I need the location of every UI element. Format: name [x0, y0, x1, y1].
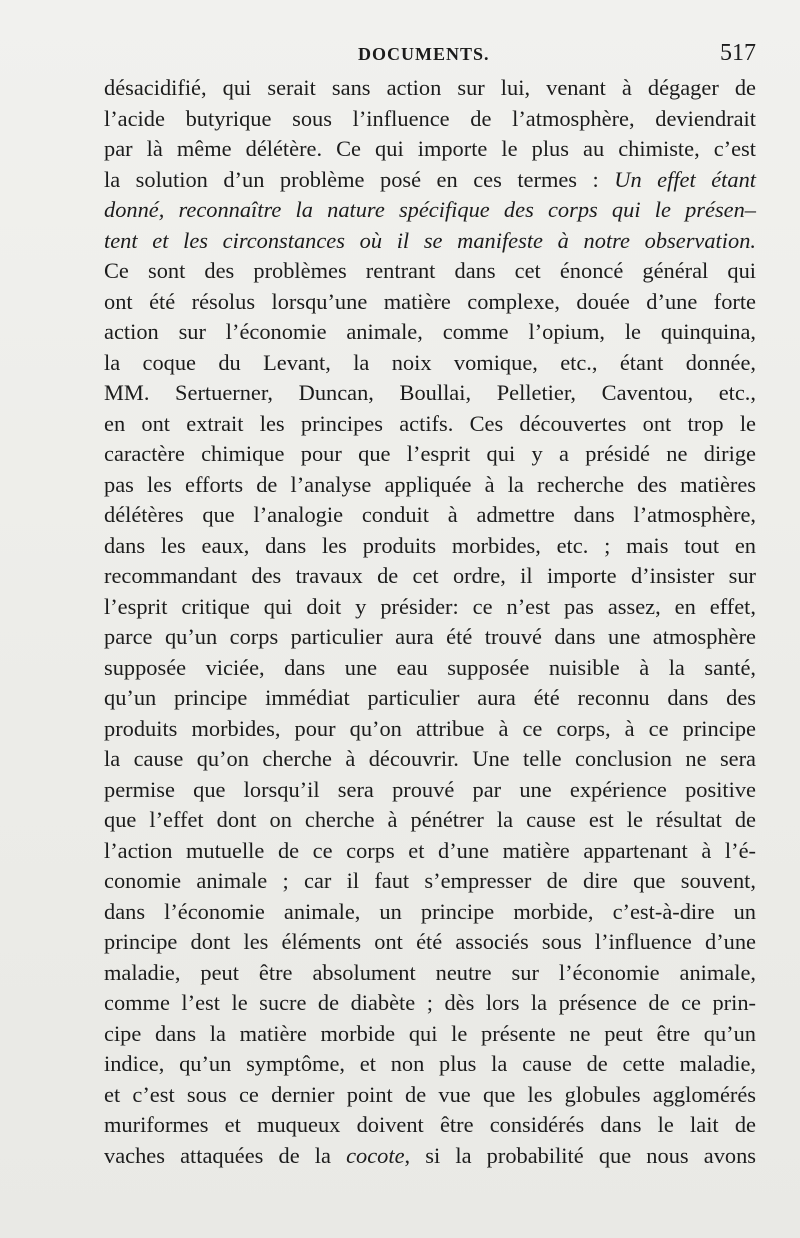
text-line: ont été résolus lorsqu’une matière complexe, douée d’une forte	[104, 288, 756, 314]
italic-word: cocote	[346, 1142, 405, 1168]
text-line: comme l’est le sucre de diabète ; dès lors la présence de ce prin-	[104, 990, 756, 1015]
text-line: conomie animale ; car il faut s’empresser de dire que souvent,	[104, 868, 756, 893]
text-line: indice, qu’un symptôme, et non plus la cause de cette maladie,	[104, 1051, 756, 1076]
text-line: et c’est sous ce dernier point de vue que les globules agglomérés	[104, 1081, 756, 1107]
text-line: recommandant des travaux de cet ordre, il importe d’insister sur	[104, 563, 756, 588]
text-line: parce qu’un corps particulier aura été trouvé dans une atmosphère	[104, 624, 756, 649]
text-line: qu’un principe immédiat particulier aura été reconnu dans des	[104, 685, 756, 710]
text-line-start: la solution d’un problème posé en ces termes :	[104, 166, 615, 192]
text-line: caractère chimique pour que l’esprit qui y a présidé ne dirige	[104, 441, 756, 466]
text-line: action sur l’économie animale, comme l’opium, le quinquina,	[104, 319, 756, 344]
text-line: par là même délétère. Ce qui importe le plus au chimiste, c’est	[104, 136, 756, 161]
italic-phrase: Un effet étant	[614, 166, 756, 192]
text-line: permise que lorsqu’il sera prouvé par une expérience positive	[104, 776, 756, 802]
text-line: Ce sont des problèmes rentrant dans cet énoncé général qui	[104, 258, 756, 283]
text-line: l’esprit critique qui doit y présider: ce n’est pas assez, en effet,	[104, 593, 756, 619]
text-line: cipe dans la matière morbide qui le présente ne peut être qu’un	[104, 1020, 756, 1046]
italic-phrase: donné, reconnaître la nature spécifique des corps qui le présen–	[104, 197, 756, 222]
text-line-start: vaches attaquées de la	[104, 1142, 347, 1168]
text-line	[104, 165, 756, 196]
text-line: maladie, peut être absolument neutre sur l’économie animale,	[104, 959, 756, 985]
text-line: l’action mutuelle de ce corps et d’une matière appartenant à l’é-	[104, 837, 756, 863]
text-line-italic	[104, 195, 756, 226]
text-line: l’acide butyrique sous l’influence de l’atmosphère, deviendrait	[104, 105, 756, 131]
text-line: la cause qu’on cherche à découvrir. Une telle conclusion ne sera	[104, 746, 756, 771]
text-line: principe dont les éléments ont été associés sous l’influence d’une	[104, 929, 756, 954]
text-line-italic	[104, 226, 756, 257]
text-line-end: , si la probabilité que nous avons	[404, 1142, 756, 1168]
text-line: la coque du Levant, la noix vomique, etc., étant donnée,	[104, 349, 756, 375]
text-line: dans l’économie animale, un principe morbide, c’est-à-dire un	[104, 898, 756, 924]
text-line: pas les efforts de l’analyse appliquée à la recherche des matières	[104, 471, 756, 497]
text-line: délétères que l’analogie conduit à admettre dans l’atmosphère,	[104, 502, 756, 527]
text-line: supposée viciée, dans une eau supposée nuisible à la santé,	[104, 654, 756, 680]
body-text	[104, 73, 756, 1171]
running-title: DOCUMENTS.	[358, 44, 490, 64]
page-number: 517	[720, 40, 756, 66]
text-line	[104, 1141, 756, 1172]
text-line: produits morbides, pour qu’on attribue à ce corps, à ce principe	[104, 715, 756, 741]
text-line: muriformes et muqueux doivent être considérés dans le lait de	[104, 1112, 756, 1137]
text-line: dans les eaux, dans les produits morbides, etc. ; mais tout en	[104, 532, 756, 558]
text-line: MM. Sertuerner, Duncan, Boullai, Pelletier, Caventou, etc.,	[104, 380, 756, 405]
text-line: en ont extrait les principes actifs. Ces découvertes ont trop le	[104, 410, 756, 436]
text-line: que l’effet dont on cherche à pénétrer la cause est le résultat de	[104, 807, 756, 832]
text-line: désacidifié, qui serait sans action sur lui, venant à dégager de	[104, 75, 756, 100]
italic-phrase: tent et les circonstances où il se manifeste à notre observation.	[104, 227, 756, 253]
